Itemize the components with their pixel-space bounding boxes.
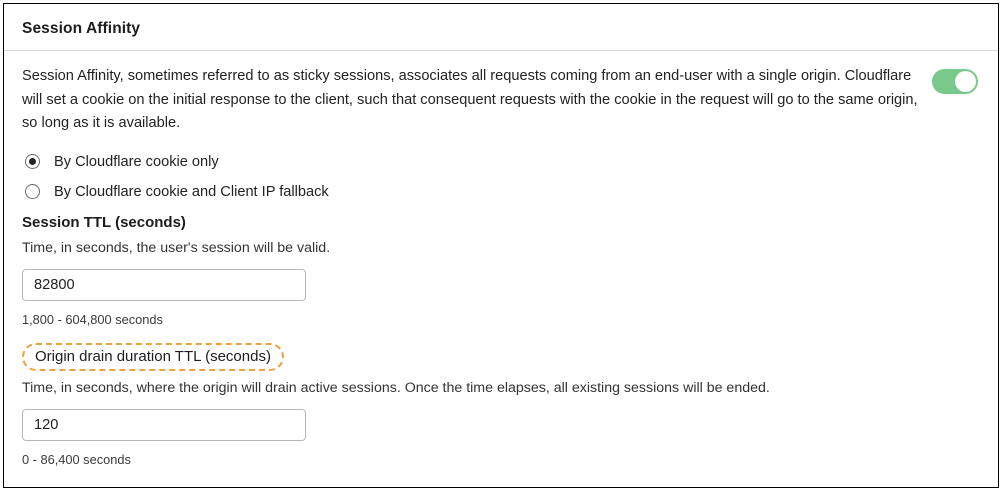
session-affinity-toggle[interactable]	[932, 69, 978, 94]
radio-option-cookie-and-ip[interactable]	[22, 184, 980, 200]
origin-drain-ttl-help: Time, in seconds, where the origin will drain active sessions. Once the time elapses, all existing sessions will be ended.	[22, 379, 770, 396]
session-ttl-help: Time, in seconds, the user's session will be valid.	[22, 239, 331, 256]
radio-option-cookie-only[interactable]	[22, 154, 980, 170]
page-title: Session Affinity	[22, 20, 141, 37]
radio-label-cookie-only: By Cloudflare cookie only	[54, 153, 219, 170]
radio-icon-unselected[interactable]	[25, 184, 40, 199]
session-ttl-range-hint: 1,800 - 604,800 seconds	[22, 311, 163, 327]
affinity-mode-radio-group	[22, 154, 980, 200]
session-ttl-input[interactable]	[22, 269, 306, 301]
origin-drain-ttl-range-hint: 0 - 86,400 seconds	[22, 451, 131, 467]
origin-drain-ttl-label: Origin drain duration TTL (seconds)	[22, 343, 284, 371]
description-row	[22, 65, 980, 136]
title-divider	[4, 50, 998, 51]
radio-label-cookie-and-ip: By Cloudflare cookie and Client IP fallback	[54, 183, 329, 200]
toggle-knob	[955, 71, 976, 92]
origin-drain-ttl-input[interactable]	[22, 409, 306, 441]
section-description: Session Affinity, sometimes referred to as sticky sessions, associates all requests coming from an end-user with a single origin. Cloudflare will set a cookie on the initial response to the client, such that consequent requests with the cookie in the request will go to the same origin, so long as it is available.	[22, 68, 918, 132]
radio-icon-selected[interactable]	[25, 154, 40, 169]
session-affinity-panel	[3, 3, 999, 488]
session-ttl-label: Session TTL (seconds)	[22, 213, 186, 231]
